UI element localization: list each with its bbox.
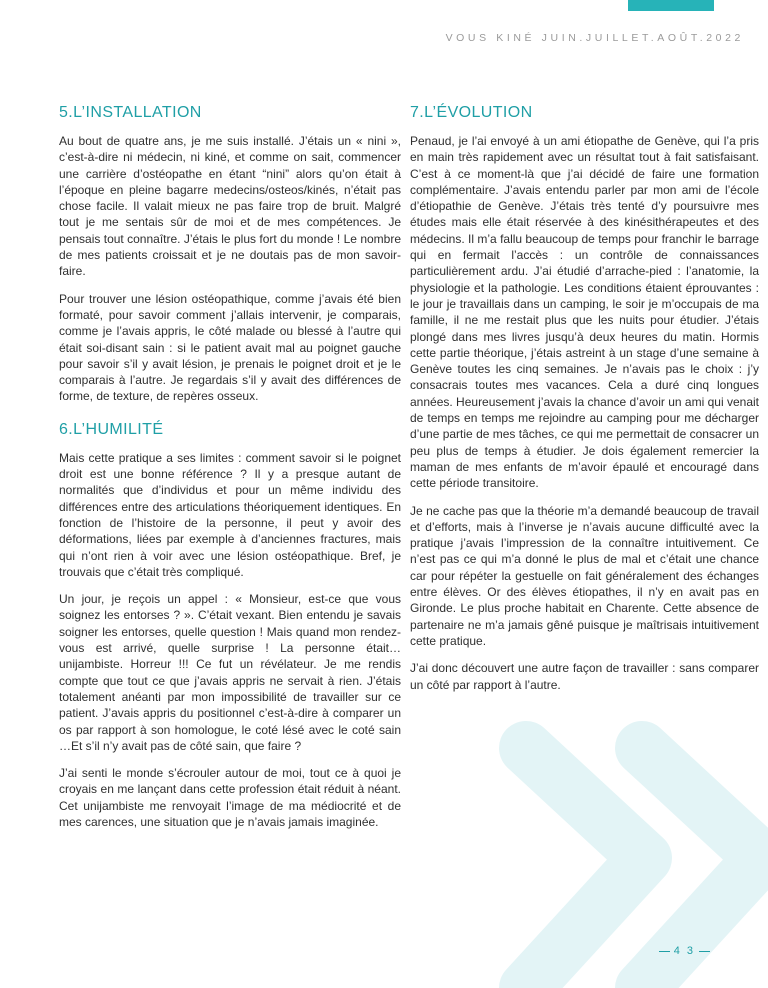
paragraph: Mais cette pratique a ses limites : comment savoir si le poignet droit est une bonne référence ? Il y a presque autant de normalités que d’individus et pour un même individu des différences entre des articulations théoriquement identiques. En fonction de l’histoire de la personne, il peut y avoir des déformations, liées par exemple à d’anciennes fractures, mais qui n’ont rien à voir avec une lésion ostéopathique. Bref, je trouvais que c’était très compliqué. — [59, 450, 401, 579]
paragraph: J’ai donc découvert une autre façon de travailler : sans comparer un côté par rapport à l’autre. — [410, 661, 759, 692]
top-accent-tab — [628, 0, 714, 11]
dash-left-icon — [659, 951, 670, 952]
section-title: 7.L’ÉVOLUTION — [410, 104, 533, 121]
page-number — [655, 945, 714, 957]
chevron-decoration-icon — [480, 720, 768, 988]
page-number-text: 4 3 — [673, 945, 695, 957]
running-header: VOUS KINÉ JUIN.JUILLET.AOÛT.2022 — [445, 32, 744, 44]
paragraph: Je ne cache pas que la théorie m’a demandé beaucoup de travail et d’efforts, mais à l’inverse je n’avais aucune difficulté avec la pratique j’avais l’impression de la connaître intuitivement. Ce n’est pas ce qui m’a donné le plus de mal et c’était une chance car pour répéter la gestuelle on fait généralement des échanges entre élèves. Or des élèves étiopathes, il n’y en avait pas en Gironde. Le plus proche habitait en Charente. Cette absence de partenaire ne m’a jamais gêné puisque je maîtrisais intuitivement cette pratique. — [410, 503, 759, 648]
left-column — [59, 104, 401, 846]
section-title: 6.L’HUMILITÉ — [59, 420, 164, 438]
paragraph: Penaud, je l’ai envoyé à un ami étiopathe de Genève, qui l’a pris en main très rapidement avec un résultat tout à fait satisfaisant. C’est à ce moment-là que j’ai décidé de faire une formation complémentaire. J’avais entendu parler par mon ami de l’école d’étiopathie de Genève. J’étais très tenté d’y poursuivre mes études mais elle était réservée à des kinésithérapeutes et des médecins. Il m’a fallu beaucoup de temps pour franchir le barrage qui en fermait l’accès : un contrôle de connaissances particulièrement ardu. J’ai étudié d’arrache-pied : l’anatomie, la physiologie et la pathologie. Les conditions étaient éprouvantes : le jour je travaillais dans un camping, le soir je m’occupais de ma famille, il ne me restait plus que les nuits pour étudier. J’étais plongé dans mes livres jusqu’à deux heures du matin. Hormis cette partie théorique, j’étais astreint à un stage d’une semaine à Genève toutes les cinq semaines. Je n’avais pas le choix : j’y consacrais toutes mes vacances. Cela a duré cinq longues années. Heureusement j’avais la chance d’avoir un ami qui venait de temps en temps me rejoindre au camping pour me décharger d’une partie de mes tâches, ce qui me permettait de consacrer un peu plus de temps à étudier. Je dois également remercier la maman de mes enfants de m’avoir épaulé et encouragé dans cette période transitoire. — [410, 134, 759, 491]
chevron-left-shape — [526, 748, 645, 988]
paragraph: Au bout de quatre ans, je me suis installé. J’étais un « nini », c’est-à-dire ni médecin, ni kiné, et comme on sait, commencer une carrière d’ostéopathe en étant “nini” alors qu’on était à l’époque en pleine bagarre medecins/osteos/kinés, n’était pas chose facile. Il valait mieux ne pas faire trop de bruit. Malgré tout je me sentais sûr de moi et de mes compétences. Je pensais tout connaître. J’étais le plus fort du monde ! Le nombre de mes patients croissait et je ne doutais pas de mon savoir-faire. — [59, 134, 401, 279]
section-humilite — [59, 421, 401, 831]
section-evolution — [410, 104, 759, 693]
section-installation — [59, 104, 401, 405]
right-column — [410, 104, 759, 709]
paragraph: Un jour, je reçois un appel : « Monsieur, est-ce que vous soignez les entorses ? ». C’était vexant. Bien entendu je savais soigner les entorses, quelle question ! Mais quand mon rendez-vous est arrivé, quelle surprise ! La personne était… unijambiste. Horreur !!! Ce fut un révélateur. Je me rendis compte que tout ce que j’avais appris ne servait à rien. J’étais totalement anéanti par mon impossibilité de travailler sur ce patient. J’avais appris du positionnel c’est-à-dire à comparer un os par rapport à son homologue, le coté lésé avec le coté sain …Et s’il n’y avait pas de côté sain, que faire ? — [59, 592, 401, 753]
paragraph: Pour trouver une lésion ostéopathique, comme j’avais été bien formaté, pour savoir comment j’allais intervenir, je comparais, comme je l’avais appris, le côté malade ou blessé à l’autre qui était soi-disant sain : si le patient avait mal au poignet gauche pour savoir s’il y avait lésion, je prenais le poignet droit et je le comparais à l’autre. Je regardais s’il y avait des différences de forme, de texture, de repères osseux. — [59, 291, 401, 404]
section-title: 5.L’INSTALLATION — [59, 104, 202, 121]
dash-right-icon — [699, 951, 710, 952]
paragraph: J’ai senti le monde s’écrouler autour de moi, tout ce à quoi je croyais en me lançant dans cette profession était réduit à néant. Cet unijambiste me renvoyait l’image de ma médiocrité et de mes carences, une situation que je n’avais jamais imaginée. — [59, 766, 401, 829]
